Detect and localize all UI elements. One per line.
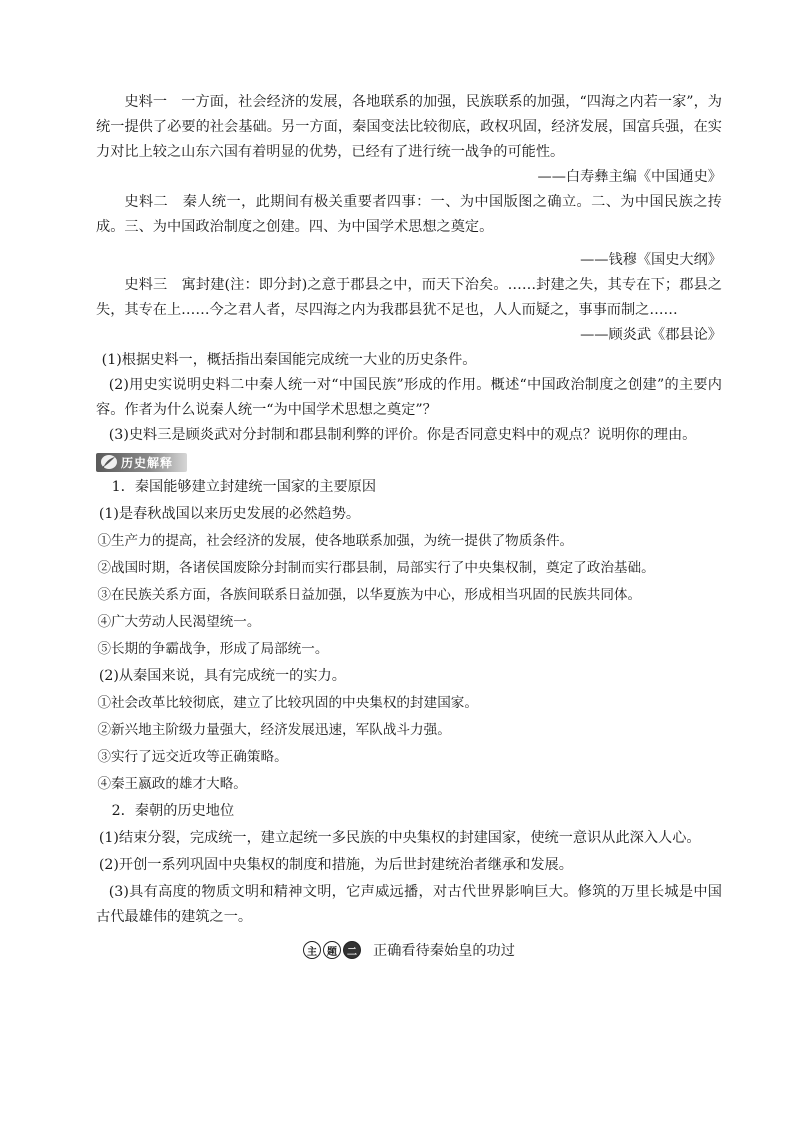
- explanation-sub-2-item: ③实行了远交近攻等正确策略。: [97, 749, 288, 765]
- explanation-sub-1-item: ②战国时期，各诸侯国废除分封制而实行郡县制，局部实行了中央集权制，奠定了政治基础。: [97, 560, 655, 576]
- material-2-source: ——钱穆《国史大纲》: [580, 252, 722, 268]
- material-1-text: 史料一 一方面，社会经济的发展，各地联系的加强，民族联系的加强，“四海之内若一家”，为统一提供了必要的社会基础。另一方面，秦国变法比较彻底，政权巩固，经济发展，国富兵强，在实力对比上较之山东六国有着明显的优势，已经有了进行统一战争的可能性。: [96, 94, 722, 160]
- explanation-h2-item: (1)结束分裂，完成统一，建立起统一多民族的中央集权的封建国家，使统一意识从此深入人心。: [98, 830, 701, 846]
- explanation-sub-1-item: ③在民族关系方面，各族间联系日益加强，以华夏族为中心，形成相当巩固的民族共同体。: [97, 587, 642, 603]
- topic-header: [96, 940, 722, 960]
- explanation-sub-1: (1)是春秋战国以来历史发展的必然趋势。: [98, 506, 361, 522]
- explanation-sub-2-item: ①社会改革比较彻底，建立了比较巩固的中央集权的封建国家。: [97, 695, 478, 711]
- material-1-source: ——白寿彝主编《中国通史》: [537, 169, 722, 185]
- question-1: (1)根据史料一，概括指出秦国能完成统一大业的历史条件。: [101, 352, 477, 368]
- explanation-sub-1-item: ④广大劳动人民渴望统一。: [97, 614, 261, 630]
- topic-badge-char: 二: [343, 941, 361, 959]
- material-3-source: ——顾炎武《郡县论》: [580, 327, 722, 343]
- document-page: [96, 90, 722, 960]
- explanation-heading-1: 1．秦国能够建立封建统一国家的主要原因: [111, 479, 377, 495]
- material-3-text: 史料三 寓封建(注：即分封)之意于郡县之中，而天下治矣。……封建之失，其专在下；郡县之失，其专在上……今之君人者，尽四海之内为我郡县犹不足也，人人而疑之，事事而制之……: [96, 277, 722, 318]
- explanation-sub-1-item: ①生产力的提高，社会经济的发展，使各地联系加强，为统一提供了物质条件。: [97, 533, 574, 549]
- explanation-heading-2: 2．秦朝的历史地位: [111, 803, 235, 819]
- question-2: (2)用史实说明史料二中秦人统一对“中国民族”形成的作用。概述“中国政治制度之创建”的主要内容。作者为什么说秦人统一“为中国学术思想之奠定”？: [96, 377, 722, 418]
- material-2-text: 史料二 秦人统一，此期间有极关重要者四事：一、为中国版图之确立。二、为中国民族之抟成。三、为中国政治制度之创建。四、为中国学术思想之奠定。: [96, 194, 722, 235]
- section-header: [96, 450, 722, 474]
- topic-title: 正确看待秦始皇的功过: [373, 943, 515, 959]
- explanation-sub-2-item: ②新兴地主阶级力量强大，经济发展迅速，军队战斗力强。: [97, 722, 451, 738]
- explanation-h2-item: (2)开创一系列巩固中央集权的制度和措施，为后世封建统治者继承和发展。: [98, 857, 573, 873]
- section-badge: [96, 453, 187, 472]
- section-badge-label: 历史解释: [121, 455, 174, 470]
- explanation-sub-2: (2)从秦国来说，具有完成统一的实力。: [98, 668, 346, 684]
- spacer: [96, 240, 722, 248]
- quill-icon: [100, 454, 118, 470]
- topic-badge: [303, 940, 363, 960]
- topic-badge-char: 主: [303, 941, 321, 959]
- explanation-sub-2-item: ④秦王嬴政的雄才大略。: [97, 776, 247, 792]
- explanation-h2-item: (3)具有高度的物质文明和精神文明，它声威远播，对古代世界影响巨大。修筑的万里长城是中国古代最雄伟的建筑之一。: [96, 884, 722, 925]
- explanation-sub-1-item: ⑤长期的争霸战争，形成了局部统一。: [97, 641, 329, 657]
- topic-badge-char: 题: [323, 941, 341, 959]
- question-3: (3)史料三是顾炎武对分封制和郡县制利弊的评价。你是否同意史料中的观点？说明你的理由。: [108, 427, 697, 443]
